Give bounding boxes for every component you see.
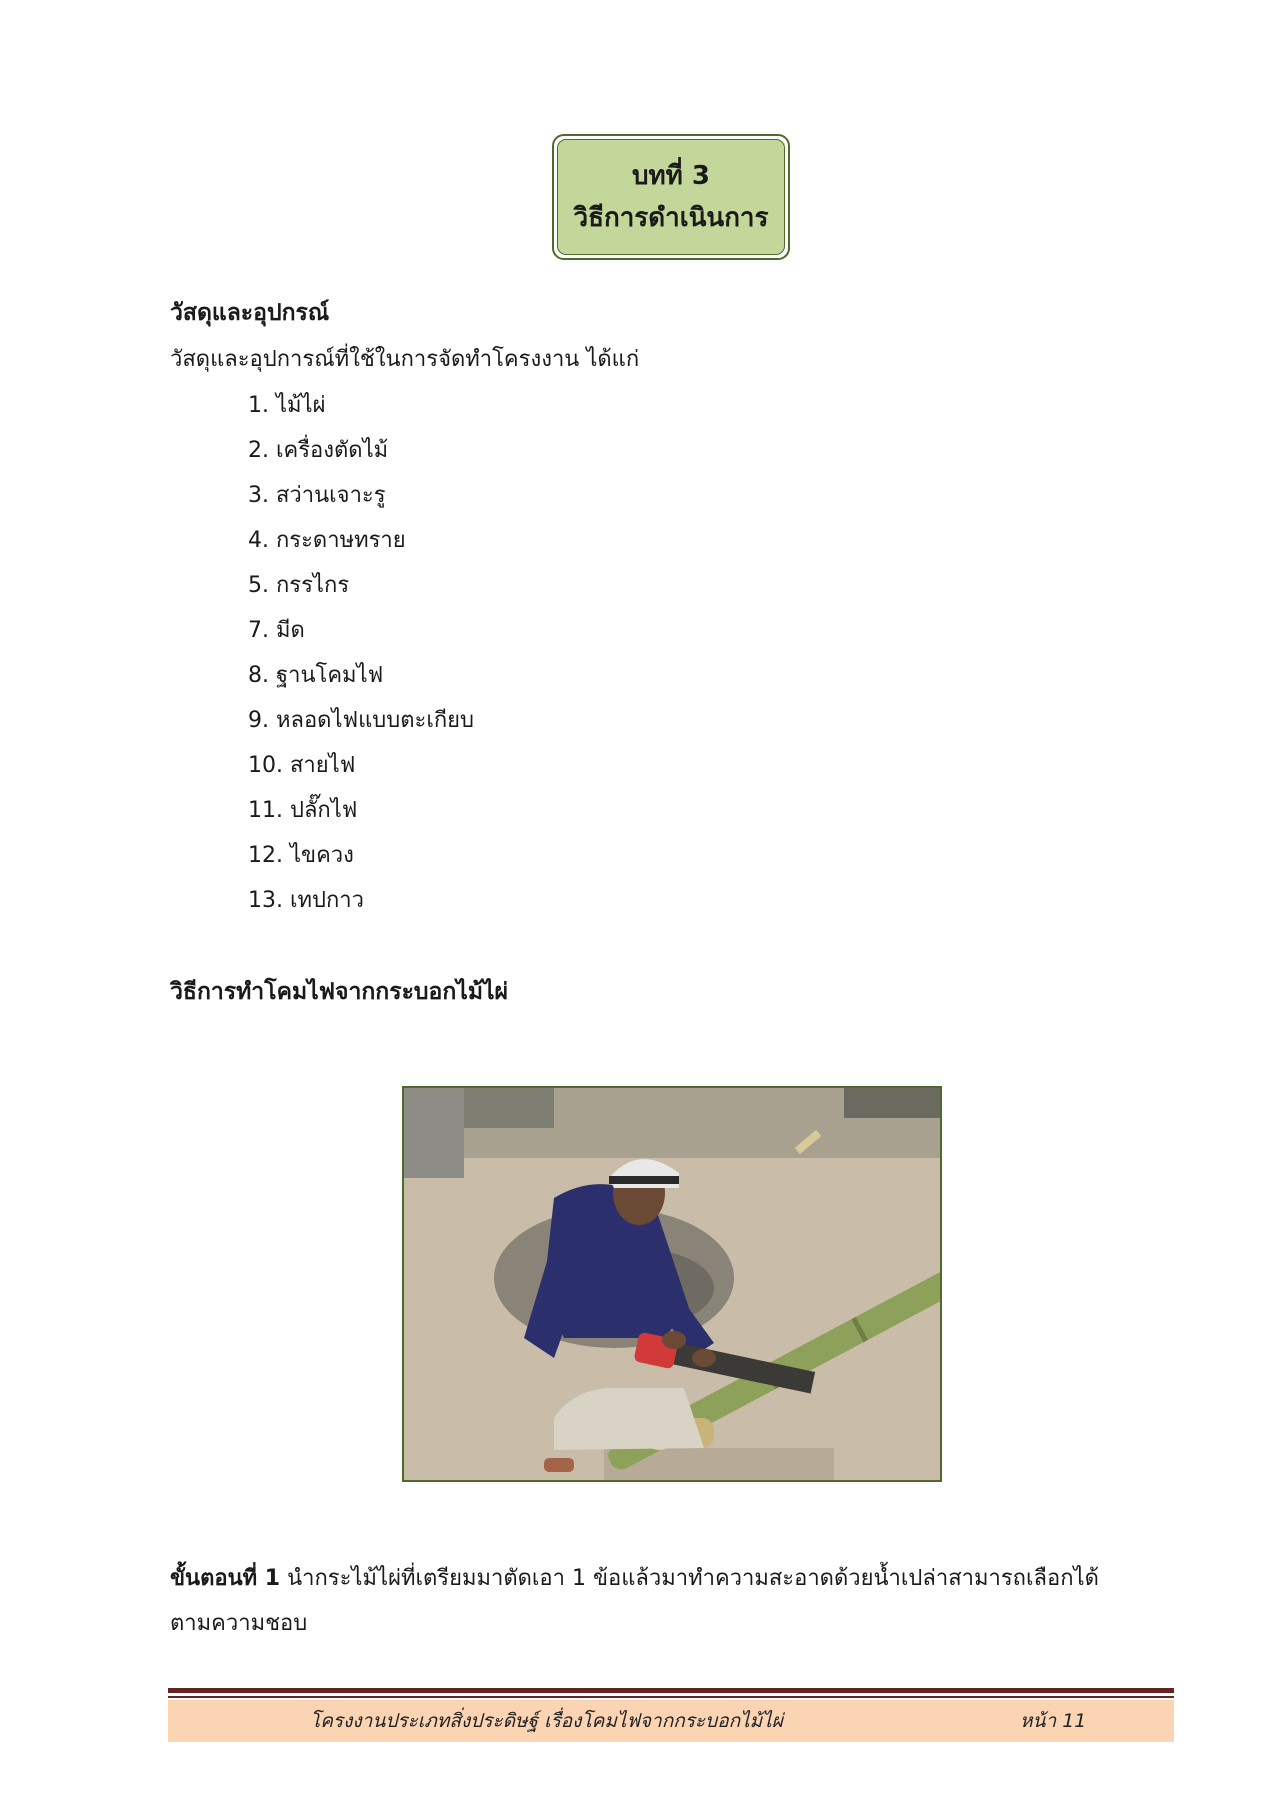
list-item: 12. ไขควง <box>248 843 354 868</box>
list-item: 7. มีด <box>248 618 305 643</box>
list-item: 5. กรรไกร <box>248 573 350 598</box>
chapter-heading-inner <box>557 139 785 255</box>
footer-rule-thin <box>168 1696 1174 1698</box>
materials-intro: วัสดุและอุปการณ์ที่ใช้ในการจัดทำโครงงาน ได้แก่ <box>170 347 640 372</box>
footer-rule-thick <box>168 1688 1174 1693</box>
method-heading: วิธีการทำโคมไฟจากกระบอกไม้ไผ่ <box>170 979 509 1005</box>
step-1-label: ขั้นตอนที่ 1 <box>170 1566 281 1591</box>
bamboo-cutting-photo <box>402 1086 942 1482</box>
chapter-number: บทที่ 3 <box>632 161 710 191</box>
footer-page-number: หน้า 11 <box>1020 1710 1087 1732</box>
photo-illustration <box>404 1088 940 1480</box>
materials-heading: วัสดุและอุปกรณ์ <box>170 300 330 326</box>
list-item: 13. เทปกาว <box>248 888 364 913</box>
list-item: 2. เครื่องตัดไม้ <box>248 438 389 463</box>
chapter-title: วิธีการดำเนินการ <box>573 203 769 233</box>
chapter-heading-box <box>552 134 790 260</box>
materials-list <box>248 388 474 928</box>
list-item: 10. สายไฟ <box>248 753 356 778</box>
list-item: 8. ฐานโคมไฟ <box>248 663 384 688</box>
list-item: 9. หลอดไฟแบบตะเกียบ <box>248 708 475 733</box>
list-item: 1. ไม้ไผ่ <box>248 393 326 418</box>
step-1-text: นำกระไม้ไผ่ที่เตรียมมาตัดเอา 1 ข้อแล้วมาทำความสะอาดด้วยน้ำเปล่าสามารถเลือกได้ตามความชอบ <box>170 1566 1099 1636</box>
list-item: 11. ปลั๊กไฟ <box>248 798 358 823</box>
list-item: 3. สว่านเจาะรู <box>248 483 386 508</box>
list-item: 4. กระดาษทราย <box>248 528 406 553</box>
footer-project-title: โครงงานประเภทสิ่งประดิษฐ์ เรื่องโคมไฟจากกระบอกไม้ไผ่ <box>310 1710 783 1732</box>
step-1-paragraph <box>170 1556 1110 1646</box>
